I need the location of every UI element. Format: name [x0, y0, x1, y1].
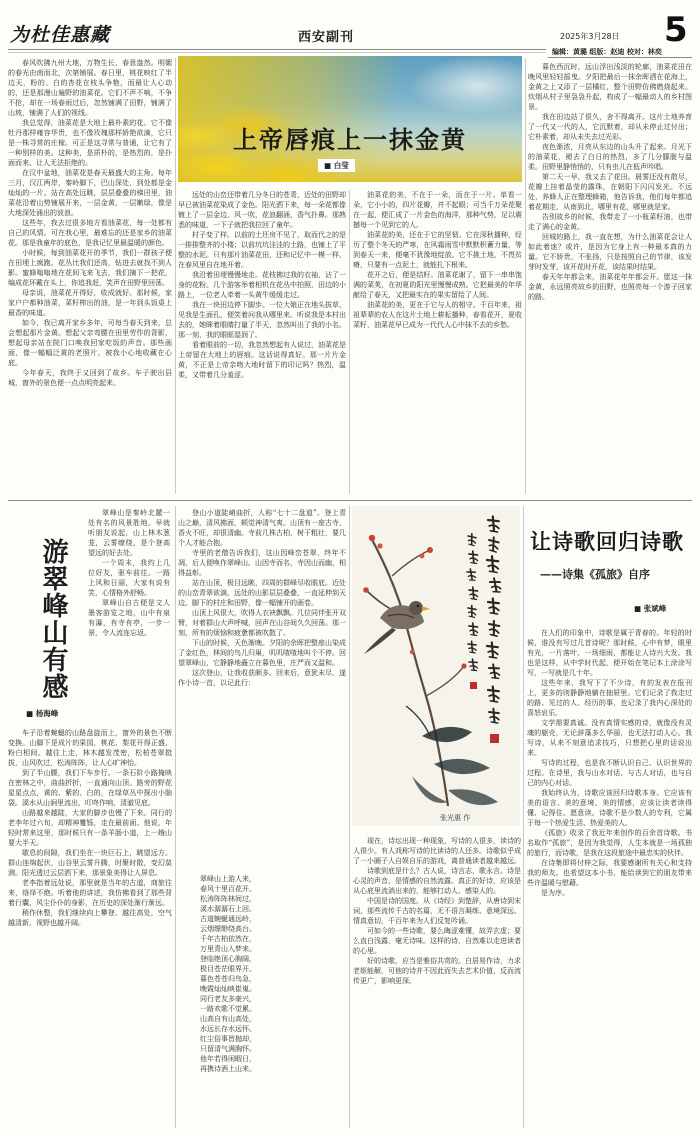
paragraph: 远处的山峦还带着几分冬日的苍青，近处的田野却早已被油菜花染成了金色。阳光洒下来，每一朵花都像镀上了一层金边，风一吹，花浪翻涌，香气扑鼻。那熟悉的味道，一下子就把我拉回了童年。	[178, 191, 346, 229]
paragraph: 母亲说，油菜花开得好，收成就好。那时候，家家户户都种油菜，菜籽榨出的油，是一年到头饭桌上最香的味道。	[8, 289, 172, 317]
poem-line: 云烟缥缈绕高台。	[200, 925, 256, 933]
article2-title: 游翠峰山有感	[38, 538, 68, 700]
paragraph: 这些年，我去过很多地方看油菜花，每一处都有自己的风情。可在我心里，最难忘的还是家乡的油菜花。那是我童年的底色，是我记忆里最温暖的颜色。	[8, 219, 172, 247]
article1-column-2	[178, 190, 346, 494]
section-name: 西安副刊	[298, 30, 355, 45]
paragraph: 歇息的间隙，我们坐在一块巨石上，眺望远方。群山连绵起伏，山谷里云雾升腾，时聚时散，变幻莫测。阳光透过云层洒下来，那景象美得让人屏息。	[8, 849, 172, 877]
paragraph: 第二天一早，我又去了花田。晨雾还没有散尽，花瓣上挂着晶莹的露珠，在朝阳下闪闪发光。不远处，养蜂人正在整理蜂箱，他告诉我，他们每年都追着花期走，从南到北，哪里有花，哪里就是家。	[528, 173, 692, 211]
paragraph: 站在山顶，极目远眺，四周的群峰尽收眼底。近处的山峦青翠欲滴，远处的山影层层叠叠，一直延伸到天边。脚下的村庄和田野，像一幅铺开的画卷。	[178, 579, 346, 607]
bird	[364, 601, 430, 654]
paragraph: 这些年来，我写下了不少诗，有的发表在报刊上，更多的则静静地躺在抽屉里。它们记录了我走过的路、见过的人、经历的事，也记录了我内心深处的喜怒哀乐。	[527, 679, 692, 717]
paragraph: 今年春天，我终于又回到了故乡。车子驶出县城，窗外的景色便一点点明亮起来。	[8, 369, 172, 387]
credits-rule	[548, 57, 692, 58]
poem-line: 登临绝顶心胸阔，	[200, 955, 256, 963]
poem-line: 晚霞灿灿映崔嵬。	[200, 985, 256, 993]
rapeseed-photo	[178, 56, 522, 182]
masthead-calligraphy: 为杜佳惠藏	[10, 24, 111, 46]
paragraph: 如今，我已离开家乡多年，可每当春天到来，总会想起那片金黄。想起父亲弯腰在田里劳作的背影，想起母亲站在院门口唤我回家吃饭的声音。那些画面，像一幅幅泛黄的老照片，被我小心地收藏在心底。	[8, 319, 172, 367]
paragraph: 车子沿着蜿蜒的山路盘旋而上，窗外的景色不断变换。山脚下是成片的果园，桃花、梨花开得正盛，粉白相间。越往上走，林木越发茂密，松柏苍翠挺拔，山风吹过，松涛阵阵，让人心旷神怡。	[8, 729, 172, 767]
paragraph: 我沿着田埂慢慢地走。花枝拂过我的衣袖，沾了一身的花粉。几个游客举着相机在花丛中拍照，田边的小路上，一位老人牵着一头黄牛缓缓走过。	[178, 271, 346, 299]
paragraph: 诗歌到底是什么？古人说，诗言志，歌永言。诗是心灵的声音，是情感的自然流露。真正的好诗，应该是从心底里流淌出来的，能够打动人、感染人的。	[353, 867, 521, 895]
column-divider	[349, 190, 350, 494]
poem-line: 山高自有山高处，	[200, 1015, 256, 1023]
paragraph: 春天年年都会来，油菜花年年都会开。愿这一抹金黄，永远照亮故乡的田野，也照亮每一个游子回家的路。	[528, 273, 692, 301]
poem-line: 只留清气满胸怀。	[200, 1045, 256, 1053]
paragraph: 小时候，每到油菜花开的季节，我们一群孩子便在田埂上疯跑。花丛比我们还高，钻进去就找不到人影。蜜蜂嗡嗡地在花间飞来飞去，我们摘下一把花，编成花环戴在头上，你追我赶，笑声在田野里回荡。	[8, 249, 172, 287]
poem-line: 红尘俗事皆抛却，	[200, 1035, 256, 1043]
paragraph: 一个周末，我约上几位好友，驱车前往。一路上风和日丽，大家有说有笑，心情格外舒畅。	[88, 559, 170, 597]
article3-column-right	[527, 628, 692, 1128]
bird-and-branch-painting	[352, 506, 520, 826]
red-seal	[470, 682, 477, 689]
poem-line: 千年古柏依然在，	[200, 935, 256, 943]
poem-line: 他年若得闲暇日，	[200, 1055, 256, 1063]
column-divider	[525, 58, 526, 494]
paragraph: 山路越来越陡，大家的脚步也慢了下来。同行的老李年过六旬，却精神矍铄，走在最前面。他说，年轻时常来这里，那时候只有一条羊肠小道，上一趟山要大半天。	[8, 809, 172, 847]
poem-line: 暮色苍苍归鸟急，	[200, 975, 256, 983]
paragraph: 文学需要真诚。没有真情实感的诗，就像没有灵魂的躯壳，无论辞藻多么华丽，也无法打动人心。我写诗，从来不刻意追求技巧，只想把心里的话说出来。	[527, 719, 692, 757]
poem-line: 再携诗酒上山来。	[200, 1065, 256, 1073]
article3-byline: ■ 张斌峰	[634, 604, 667, 613]
paragraph: 暮色西沉时，远山浮出浅淡的轮廓，油菜花田在晚风里轻轻摇曳。夕阳把最后一抹余晖洒在花海上，金黄之上又添了一层橘红，整个田野仿佛燃烧起来。炊烟从村子里袅袅升起，构成了一幅最动人的乡村图景。	[528, 63, 692, 111]
ink-leaves	[406, 706, 498, 805]
article2-column-top	[88, 508, 170, 722]
article2-column-second	[178, 508, 346, 866]
bird-painting	[352, 506, 520, 826]
poem-line: 一路欢歌不觉累。	[200, 1005, 256, 1013]
paragraph: 我始终认为，诗歌应该回归诗歌本身。它应该有美的语言、美的意境、美的情感，应该让读者读得懂、记得住、愿意读。诗歌不是少数人的专利，它属于每一个热爱生活、热爱美的人。	[527, 789, 692, 827]
paragraph: 是为序。	[541, 889, 569, 897]
article3-column-mid	[353, 836, 521, 1128]
header-rule-thin	[8, 52, 546, 53]
paragraph: 可如今的一些诗歌，要么晦涩难懂，故弄玄虚；要么直白浅露，毫无诗味。这样的诗，自然难以走进读者的心里。	[353, 927, 521, 955]
poem-line: 松涛阵阵林间过，	[200, 895, 256, 903]
column-divider	[523, 506, 524, 1128]
paragraph: 告别故乡的时候，我带走了一小瓶菜籽油，也带走了满心的金黄。	[528, 213, 692, 231]
editor-credits: 编辑：黄璐 组版：赵迪 校对：林奕	[552, 48, 662, 56]
calligraphy-inscription	[467, 516, 501, 723]
paragraph: 老李指着远处说，那里就是当年的古道，商旅往来，络绎不绝。听着他的讲述，我仿佛看到了那些背着行囊、风尘仆仆的身影，在历史的深处渐行渐远。	[8, 879, 172, 907]
page-number: 5	[664, 10, 688, 50]
paragraph: 好的诗歌，应当是雅俗共赏的。白居易作诗，力求老妪能解，可他的诗并不因此而失去艺术价值，反而流传更广，影响更深。	[353, 957, 521, 985]
article1-column-3	[353, 190, 522, 494]
paragraph: 登山小道陡峭曲折，人称“七十二盘道”。登上青山之巅，清风拂面，顿觉神清气爽。山顶有一座古寺，香火不旺，却很清幽。寺前几株古柏，树干粗壮，要几个人才能合抱。	[178, 509, 346, 547]
paragraph: 看着眼前的一切，我忽然想起有人说过，油菜花是上帝留在大地上的唇痕。这话说得真好。那一片片金黄，不正是上帝亲吻大地时留下的印记吗？热烈，温柔，又带着几分羞涩。	[178, 341, 346, 379]
paragraph: 山顶上风很大，吹得人衣袂飘飘。几位同伴张开双臂，对着群山大声呼喊，回声在山谷间久久回荡。那一刻，所有的烦恼和疲惫都被吹散了。	[178, 609, 346, 637]
header-rule	[8, 49, 546, 50]
article1-byline: ■ 白莹	[318, 159, 355, 172]
poem-line: 溪水潺潺石上回。	[200, 905, 256, 913]
paragraph: 稍作休整，我们继续向上攀登。越往高处，空气越清新，视野也越开阔。	[8, 909, 172, 927]
paragraph: 下山的时候，天色渐晚。夕阳的余晖把整座山染成了金红色，林间的鸟儿归巢，叽叽喳喳地叫个不停。回望翠峰山，它静静地矗立在暮色里，庄严而又温和。	[178, 639, 346, 667]
poem-line: 同行老友多豪兴，	[200, 995, 256, 1003]
paragraph: 夜色渐浓，月亮从东边的山头升了起来。月光下的油菜花，褪去了白日的热烈，多了几分朦胧与温柔。田野里静悄悄的，只有虫儿在低声吟唱。	[528, 143, 692, 171]
paragraph: 写诗的过程，也是我不断认识自己、认识世界的过程。在诗里，我与山水对话，与古人对话，也与自己的内心对话。	[527, 759, 692, 787]
article3-subtitle: ——诗集《孤旅》自序	[540, 568, 650, 581]
poem-line: 万里青山入梦来。	[200, 945, 256, 953]
paragraph: 花开之后，便是结籽。油菜花谢了，留下一串串饱满的菜荚，在初夏的阳光里慢慢成熟。它把最美的年华献给了春天，又把最实在的果实留给了人间。	[353, 271, 522, 299]
paragraph: 翠峰山是秦岭北麓一处有名的风景胜地。早就听朋友说起，山上林木葱茏，云雾缭绕，是个登高望远的好去处。	[88, 509, 170, 557]
column-divider	[175, 58, 176, 494]
paragraph: 油菜花的美，不在于一朵，而在于一片。单看一朵，它小小的，四片花瓣，并不起眼；可当千万朵花聚在一起，便汇成了一片金色的海洋，那种气势，足以震撼每一个见到它的人。	[353, 191, 522, 229]
paragraph: 现在，诗坛出现一种现象，写诗的人很多，读诗的人很少。有人戏称写诗的比读诗的人还多。诗歌似乎成了一小圈子人自娱自乐的游戏，离普通读者越来越远。	[353, 837, 521, 865]
paragraph: 到了半山腰，我们下车步行。一条石阶小路掩映在密林之中，曲曲折折，一直通向山顶。路旁的野花星星点点，黄的、紫的、白的，在绿草丛中探出小脑袋。溪水从山涧里流出，叮咚作响，清澈见底。	[8, 769, 172, 807]
paragraph: 春风吹拂九州大地，万物生长，春意盎然。明媚的春光由南而北，次第铺展。春日里，桃花映红了半边天，粉的、白的杏花在枝头争艳，而最让人心动的，还是那漫山遍野的油菜花。它们不声不响，不争不抢，却在一场春雨过后，忽然铺满了田野，铺满了山坡，铺满了人们的视线。	[8, 59, 172, 117]
paragraph: 寺里的老僧告诉我们，这山因峰峦苍翠，终年不凋，后人便唤作翠峰山。山因寺而名，寺因山而幽，相得益彰。	[178, 549, 346, 577]
paragraph: 这次登山，让我收获颇多。回来后，意犹未尽，遂作小诗一首，以记此行：	[178, 669, 346, 687]
paragraph: 回城的路上，我一直在想，为什么油菜花会让人如此着迷？或许，是因为它身上有一种最本真的力量。它不娇贵，不张扬，只是按照自己的节律，该发芽时发芽，该开花时开花，该结果时结果。	[528, 233, 692, 271]
paragraph: 在人们的印象中，诗歌是属于青春的。年轻的时候，谁没有写过几首诗呢？那时候，心中有梦，眼里有光，一片落叶、一场细雨，都能让人诗兴大发。我也是这样，从中学时代起，便开始在笔记本上涂涂写写，一写就是几十年。	[527, 629, 692, 677]
article1-title: 上帝唇痕上一抹金黄	[233, 126, 467, 154]
painting-caption: 张光惠 作	[440, 814, 471, 822]
column-divider	[175, 506, 176, 1128]
paragraph: 我在田边站了很久，舍不得离开。这片土地养育了一代又一代的人，它沉默着，却从未停止过付出；它朴素着，却从未失去过光彩。	[528, 113, 692, 141]
paragraph: 中国是诗的国度。从《诗经》到楚辞，从唐诗到宋词，那些流传千古的名篇，无不语言凝练、意境深远、情真意切，千百年来为人们反复吟诵。	[353, 897, 521, 925]
article2-column-lower	[8, 728, 172, 1128]
section-rule	[8, 500, 692, 501]
article1-column-4	[528, 62, 692, 494]
article3-title: 让诗歌回归诗歌	[530, 530, 684, 554]
article1-column-1	[8, 58, 172, 494]
red-seal	[490, 734, 499, 743]
issue-date: 2025年3月28日	[560, 32, 620, 41]
paragraph: 油菜花的美，更在于它与人的相守。千百年来，祖祖辈辈的农人在这片土地上耕耘播种，春看花开，夏收菜籽，油菜花早已成为一代代人心中抹不去的乡愁。	[353, 301, 522, 329]
poem-line: 古道蜿蜒通远岭，	[200, 915, 256, 923]
paragraph: 在汉中盆地，油菜花是春天最盛大的主角。每年三月，汉江两岸，秦岭脚下，巴山深处，到处都是金灿灿的一片。站在高处远眺，层层叠叠的梯田里，油菜花沿着山势铺展开来，一层金黄，一层嫩绿，像是大地深处涌出的波浪。	[8, 169, 172, 217]
article2-poem	[200, 874, 340, 1128]
poem-line: 极目苍茫眼界开。	[200, 965, 256, 973]
column-divider	[349, 506, 350, 1128]
poem-line: 水远长存水远怀。	[200, 1025, 256, 1033]
paragraph: 我在一块田边停下脚步。一位大娘正在地头拔草，见我是生面孔，便笑着问我从哪里来。听说我是本村出去的，她眯着眼睛打量了半天，忽然叫出了我的小名。那一刻，我的眼眶湿润了。	[178, 301, 346, 339]
paragraph: 在诗集即将付梓之际，我要感谢所有关心和支持我的师友。也希望这本小书，能给读到它的朋友带来些许温暖与慰藉。	[527, 859, 692, 887]
poem-line: 春风十里百花开。	[200, 885, 256, 893]
paragraph: 油菜花的美，还在于它的坚韧。它在深秋播种，经历了整个冬天的严寒，在风霜雨雪中默默积蓄力量，等到春天一来，便毫不犹豫地绽放。它不挑土地，不畏贫瘠，只要有一点泥土，就能扎下根来。	[353, 231, 522, 269]
paragraph: 我总觉得，油菜花是大地上最朴素的花。它不像牡丹那样雍容华贵，也不像玫瑰那样娇艳欲滴，它只是一株寻常的庄稼。可正是这寻常与普通，让它有了一种别样的美。这种美，是质朴的，是热烈的，是扑面而来、让人无法拒绝的。	[8, 119, 172, 167]
paragraph: 《孤旅》收录了我近年来创作的百余首诗歌。书名取作“孤旅”，是因为我觉得，人生本就是一场孤独的旅行，而诗歌，是我在这段旅途中最忠实的伙伴。	[527, 829, 692, 857]
paragraph: 村子变了样。以前的土坯房不见了，取而代之的是一排排整齐的小楼；以前坑坑洼洼的土路，也铺上了平整的水泥。只有那片油菜花田，还和记忆中一模一样，在春风里自在地开着。	[178, 231, 346, 269]
poem-line: 翠峰山上游人来，	[200, 875, 256, 883]
paragraph: 翠峰山自古便是文人墨客游览之地，山中有泉有瀑，有寺有亭，一步一景，令人流连忘返。	[88, 599, 170, 637]
article2-byline: ■ 杨海峰	[26, 709, 59, 718]
